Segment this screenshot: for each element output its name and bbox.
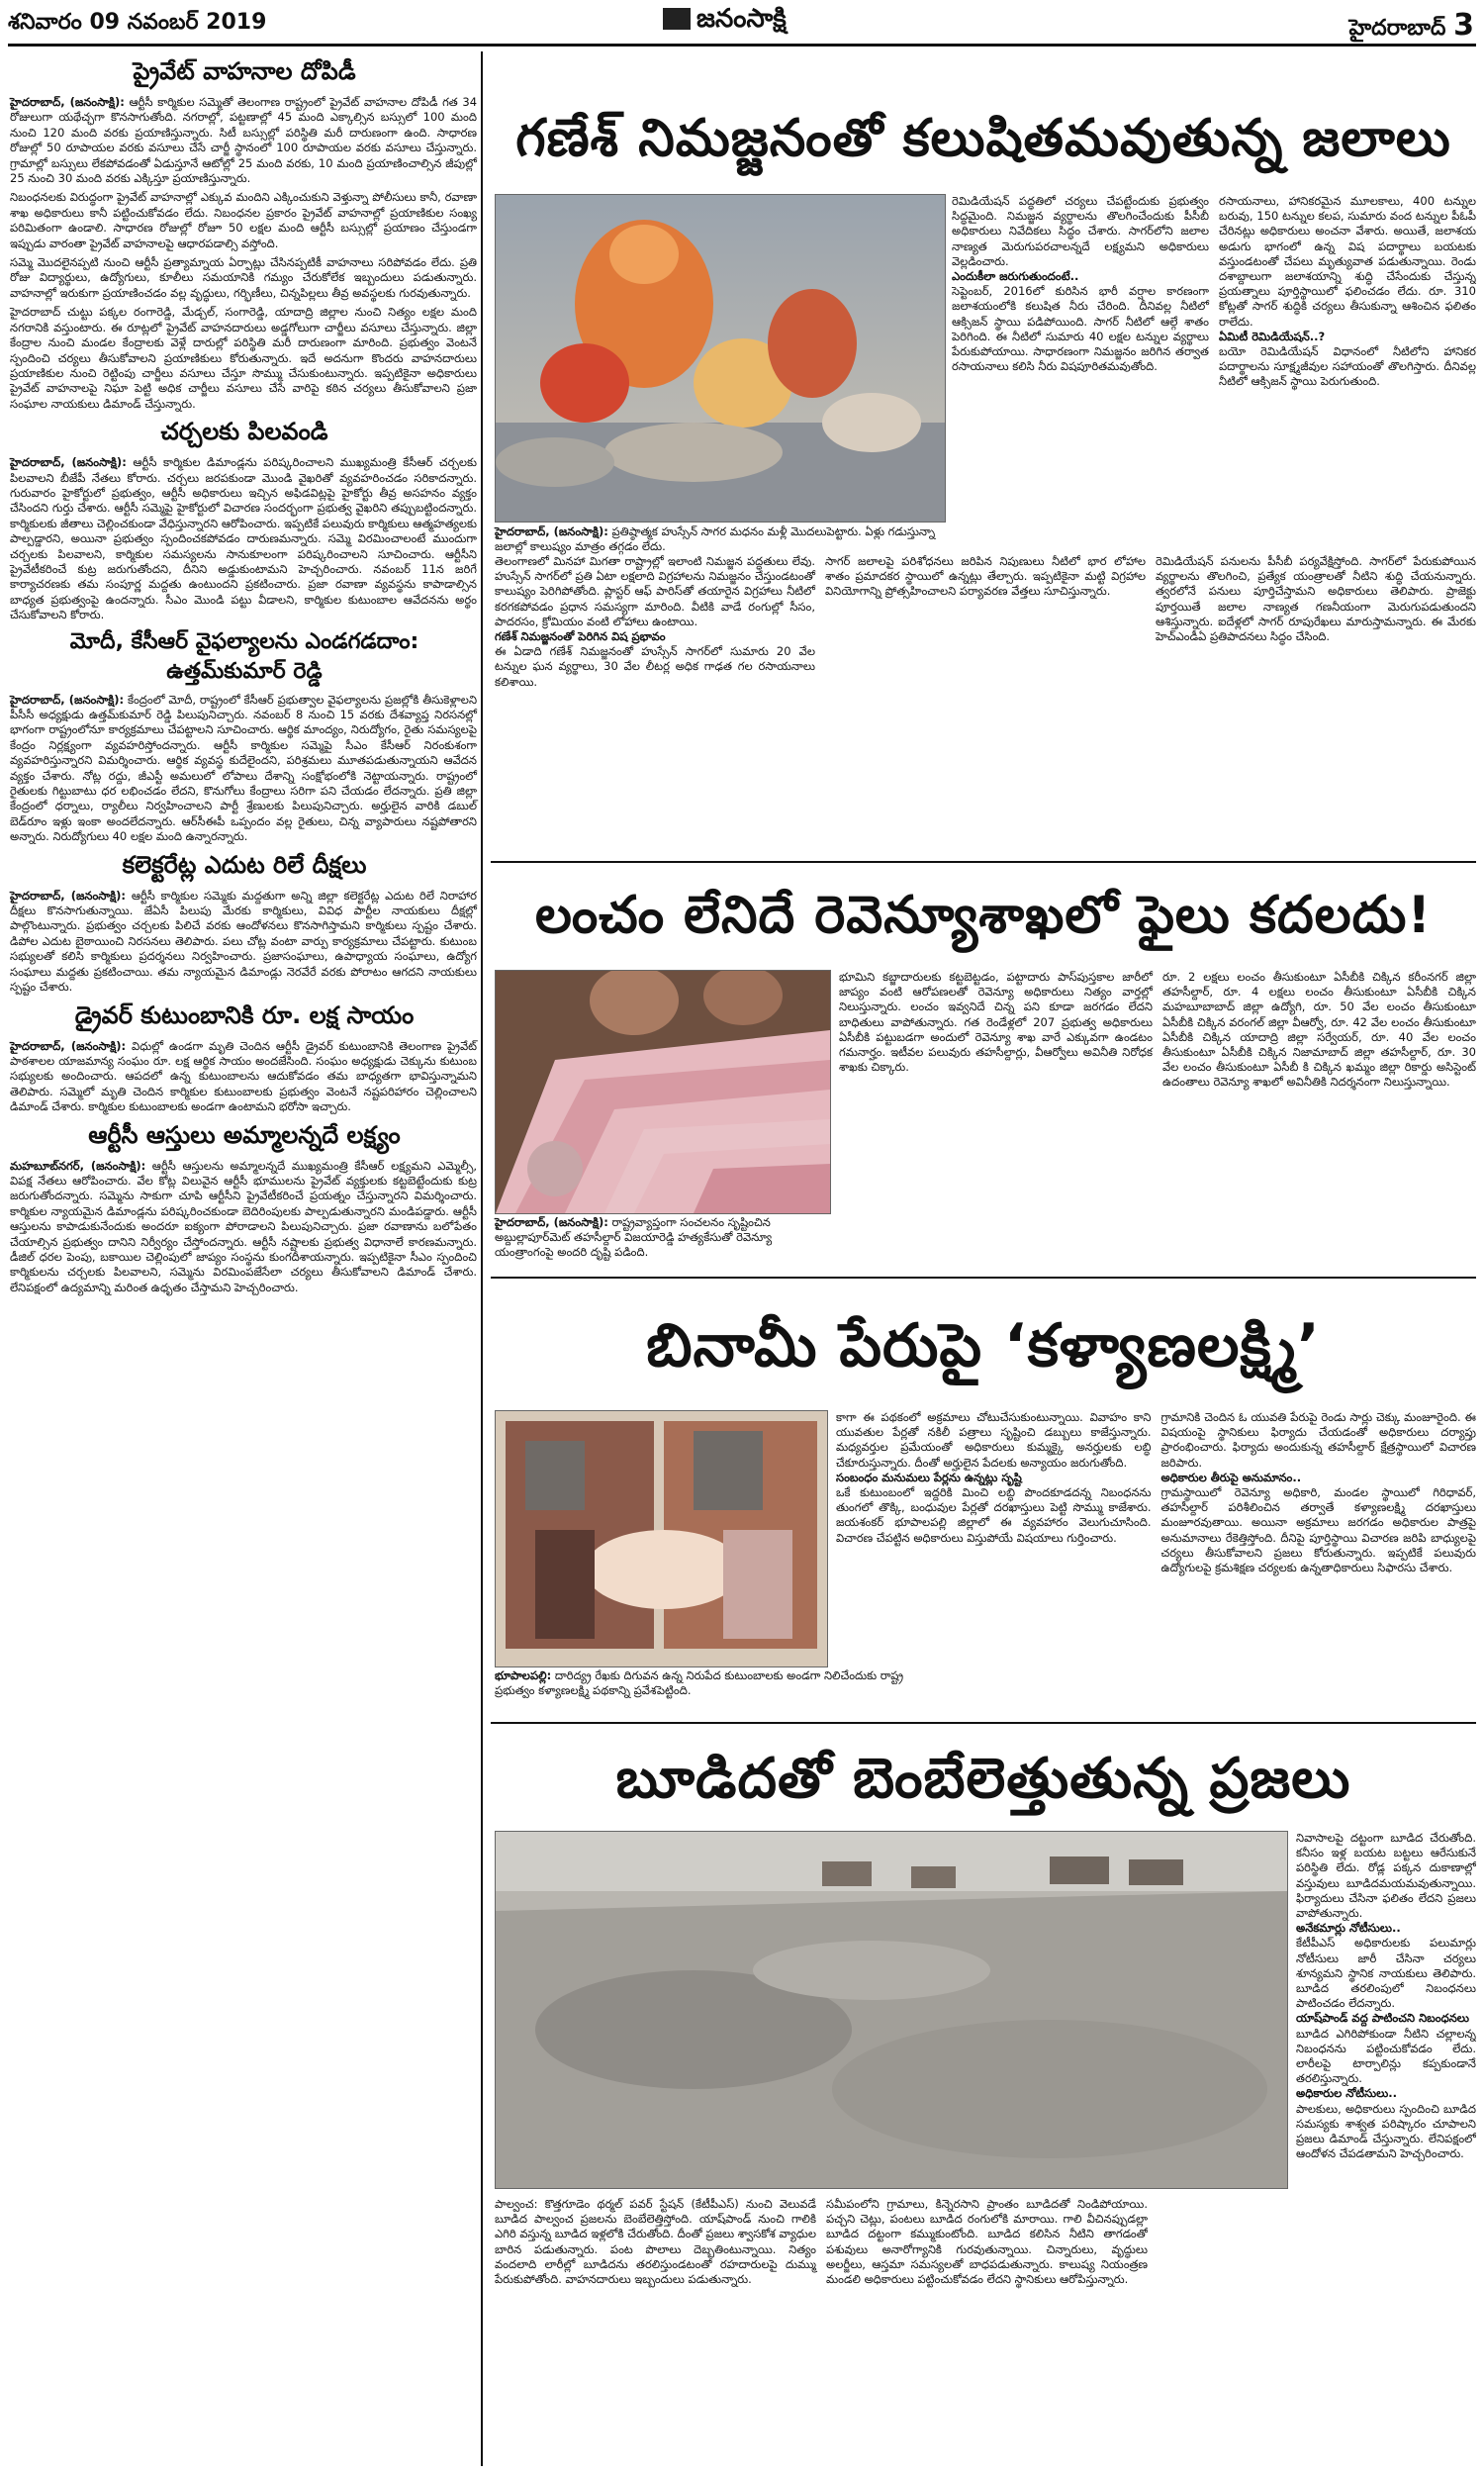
story-headline: డ్రైవర్ కుటుంబానికి రూ. లక్ష సాయం [74, 1000, 415, 1029]
story-body [8, 455, 481, 622]
currency-notes-photo [495, 970, 831, 1214]
text-column [1162, 970, 1476, 1267]
kalyana-columns [836, 1410, 1476, 1697]
text-column [952, 194, 1209, 530]
paragraph: పాల్వంచ: కొత్తగూడెం థర్మల్ పవర్ స్టేషన్ (కేటీపీఎస్) నుంచి వెలువడే బూడిద పాల్వంచ ప్రజలను బెంబేలెత్తిస్తోంది. యాష్‌పాండ్ నుంచి గాలికి ఎగిరి వస్తున్న బూడిద ఇళ్లలోకి చేరుతోంది. దీంతో ప్రజలు శ్వాసకోశ వ్యాధుల బారిన పడుతున్నారు. పంట పొలాలు దెబ్బతింటున్నాయి. నిత్యం వందలాది లారీల్లో బూడిదను తరలిస్తుండటంతో రహదారులపై దుమ్ము పేరుకుపోతోంది. వాహనదారులు ఇబ్బందులు పడుతున్నారు. [495, 2197, 816, 2287]
paragraph: ఆర్టీసీ కార్మికుల డిమాండ్లను పరిష్కరించాలని ముఖ్యమంత్రి కేసీఆర్ చర్చలకు పిలవాలని బీజేపీ నేతలు కోరారు. చర్చలు జరపకుండా మొండి వైఖరితో వ్యవహరించడం సరికాదన్నారు. గురువారం హైకోర్టులో ప్రభుత్వం, ఆర్టీసీ అధికారులు ఇచ్చిన అఫిడవిట్లపై హైకోర్టు తీవ్ర అసహనం వ్యక్తం చేసిందని గుర్తు చేశారు. ఆర్టీసీ సమ్మెపై హైకోర్టులో విచారణ సందర్భంగా ప్రభుత్వ వైఖరిని తప్పుబట్టిందన్నారు. కార్మికులకు జీతాలు చెల్లించకుండా వేధిస్తున్నారని ఆరోపించారు. ఇప్పటికే పలువురు కార్మికులు ఆత్మహత్యలకు పాల్పడ్డారని, అయినా ప్రభుత్వం స్పందించకపోవడం దారుణమన్నారు. సమ్మె విరమించాలంటే ముందుగా చర్చలకు పిలవాలని, కార్మికుల సమస్యలను సానుకూలంగా పరిష్కరించాలని సూచించారు. ఆర్టీసీని ప్రైవేటీకరించే కుట్ర జరుగుతోందని, దీనిని అడ్డుకుంటామని హెచ్చరించారు. నవంబర్ 11న జరిగే కార్యాచరణకు తమ సంపూర్ణ మద్దతు ఉంటుందని ప్రకటించారు. ప్రజా రవాణా వ్యవస్థను కాపాడాల్సిన బాధ్యత ప్రభుత్వంపై ఉందన్నారు. సీఎం మొండి పట్టు వీడాలని, కార్మికుల కుటుంబాల ఆవేదనను అర్థం చేసుకోవాలని కోరారు. [10, 455, 478, 622]
paragraph: రెమిడియేషన్ పనులను పీసీబీ పర్యవేక్షిస్తోంది. సాగర్‌లో పేరుకుపోయిన వ్యర్థాలను తొలగించి, ప్రత్యేక యంత్రాలతో నీటిని శుద్ధి చేయనున్నారు. త్వరలోనే పనులు పూర్తిచేస్తామని అధికారులు తెలిపారు. ప్రాజెక్టు పూర్తయితే జలాల నాణ్యత గణనీయంగా మెరుగుపడుతుందని ఆశిస్తున్నారు. ఐదేళ్లలో సాగర్ రూపురేఖలు మారుస్తామన్నారు. ఈ మేరకు హెచ్‌ఎండీఏ ప్రతిపాదనలు సిద్ధం చేసింది. [1156, 554, 1476, 644]
dust-headline: బూడిదతో బెంబేలెత్తుతున్న ప్రజలు [615, 1747, 1351, 1811]
dateline: భూపాలపల్లి: [495, 1668, 552, 1682]
text-column [1161, 1410, 1477, 1697]
left-news-column [8, 51, 483, 2466]
story-body [8, 95, 481, 412]
story-headline: ఆర్టీసీ ఆస్తులు అమ్మాలన్నదే లక్ష్యం [88, 1120, 401, 1149]
idol-image-icon [496, 195, 945, 522]
paragraph: రూ. 2 లక్షలు లంచం తీసుకుంటూ ఏసీబీకి చిక్కిన కరీంనగర్ జిల్లా తహసీల్దార్, రూ. 4 లక్షలు లంచం తీసుకుంటూ ఏసీబీకి చిక్కిన మహబూబాబాద్ జిల్లా ఉద్యోగి, రూ. 50 వేల లంచం తీసుకుంటూ ఏసీబీకి చిక్కిన వరంగల్ జిల్లా వీఆర్వో, రూ. 42 వేల లంచం తీసుకుంటూ ఏసీబీకి చిక్కిన యాదాద్రి జిల్లా సర్వేయర్, రూ. 40 వేల లంచం తీసుకుంటూ ఏసీబీకి చిక్కిన నిజామాబాద్ జిల్లా తహసీల్దార్, రూ. 30 వేల లంచం తీసుకుంటూ ఏసీబీ కి చిక్కిన ఖమ్మం జిల్లా రికార్డు అసిస్టెంట్ ఉదంతాలు రెవెన్యూ శాఖలో అవినీతికి నిదర్శనంగా నిలుస్తున్నాయి. [1162, 970, 1476, 1090]
masthead-logo [663, 4, 787, 40]
paragraph: పాలకులు, అధికారులు స్పందించి బూడిద సమస్యకు శాశ్వత పరిష్కారం చూపాలని ప్రజలు డిమాండ్ చేస్తున్నారు. లేనిపక్షంలో ఆందోళన చేపడతామని హెచ్చరించారు. [1296, 2101, 1476, 2161]
paragraph: బయో రెమిడియేషన్ విధానంలో నీటిలోని హానికర పదార్థాలను సూక్ష్మజీవుల సహాయంతో తొలగిస్తారు. దీనివల్ల నీటిలో ఆక్సిజన్ స్థాయి పెరుగుతుంది. [1219, 344, 1476, 389]
caption-text: ప్రతిష్ఠాత్మక హుస్సేన్ సాగర మధనం మళ్లీ మొదలుపెట్టారు. ఏళ్లు గడుస్తున్నా జలాల్లో కాలుష్యం మాత్రం తగ్గడం లేదు. [495, 524, 936, 553]
paragraph: రసాయనాలు, హానికరమైన మూలకాలు, 400 టన్నుల బరువు, 150 టన్నుల కలప, సుమారు వంద టన్నుల పీఓపీ చేరినట్లు అధికారులు అంచనా వేశారు. అయితే, జలాశయ అడుగు భాగంలో ఉన్న విష పదార్థాలు బయటకు వస్తుండటంతో చేపలు మృత్యువాత పడుతున్నాయి. రెండు దశాబ్దాలుగా జలాశయాన్ని శుద్ధి చేసేందుకు చేస్తున్న ప్రయత్నాలు పూర్తిస్థాయిలో ఫలించడం లేదు. రూ. 310 కోట్లతో సాగర్ శుద్ధికి చర్యలు తీసుకున్నా ఆశించిన ఫలితం రాలేదు. [1219, 194, 1476, 329]
paragraph: ఆర్టీసీ కార్మికుల సమ్మెకు మద్దతుగా అన్ని జిల్లా కలెక్టరేట్ల ఎదుట రిలే నిరాహార దీక్షలు కొనసాగుతున్నాయి. జేఏసీ పిలుపు మేరకు కార్మికులు, వివిధ పార్టీల నాయకులు దీక్షల్లో పాల్గొంటున్నారు. ప్రభుత్వం చర్చలకు పిలిచే వరకు ఆందోళనలు కొనసాగిస్తామని కార్మికులు స్పష్టం చేశారు. డిపోల ఎదుట బైఠాయించి నిరసనలు తెలిపారు. పలు చోట్ల వంటా వార్పు కార్యక్రమాలు చేపట్టారు. కుటుంబ సభ్యులతో కలిసి కార్మికులు ప్రదర్శనలు నిర్వహించారు. ప్రజాసంఘాలు, ఉపాధ్యాయ సంఘాలు, ఉద్యోగ సంఘాలు మద్దతు ప్రకటించాయి. తమ న్యాయమైన డిమాండ్లు నెరవేరే వరకు పోరాటం ఆగదని నాయకులు స్పష్టం చేశారు. [10, 888, 478, 995]
paragraph: నివాసాలపై దట్టంగా బూడిద చేరుతోంది. కనీసం ఇళ్ల బయట బట్టలు ఆరేసుకునే పరిస్థితి లేదు. రోడ్ల పక్కన దుకాణాల్లో వస్తువులు బూడిదమయమవుతున్నాయి. ఫిర్యాదులు చేసినా ఫలితం లేదని ప్రజలు వాపోతున్నారు. [1296, 1831, 1476, 1921]
text-column [495, 2197, 816, 2464]
dateline: హైదరాబాద్, (జనంసాక్షి): [495, 524, 608, 538]
dateline: హైదరాబాద్, (జనంసాక్షి): [10, 1038, 127, 1053]
text-column [1219, 194, 1476, 530]
paragraph: ఆర్టీసీ ఆస్తులను అమ్మాలన్నదే ముఖ్యమంత్రి కేసీఆర్ లక్ష్యమని ఎమ్మెల్సీ, విపక్ష నేతలు ఆరోపించారు. వేల కోట్ల విలువైన ఆర్టీసీ భూములను ప్రైవేట్ వ్యక్తులకు కట్టబెట్టేందుకు కుట్ర జరుగుతోందన్నారు. సమ్మెను సాకుగా చూపి ఆర్టీసీని ప్రైవేటీకరించే ప్రయత్నం చేస్తున్నారని విమర్శించారు. కార్మికుల న్యాయమైన డిమాండ్లను పరిష్కరించకుండా బెదిరింపులకు పాల్పడుతున్నారని మండిపడ్డారు. ఆర్టీసీ ఆస్తులను కాపాడుకునేందుకు అందరూ ఐక్యంగా పోరాడాలని పిలుపునిచ్చారు. ప్రజా రవాణాను బలోపేతం చేయాల్సిన ప్రభుత్వం దానిని నిర్వీర్యం చేస్తోందన్నారు. ఆర్టీసీ నష్టాలకు ప్రభుత్వ విధానాలే కారణమన్నారు. డీజిల్ ధరల పెంపు, బకాయిల చెల్లింపులో జాప్యం సంస్థను కుంగదీశాయన్నారు. ఇప్పటికైనా సీఎం స్పందించి కార్మికులను చర్చలకు పిలవాలని, సమ్మెను విరమింపజేసేలా చర్యలు తీసుకోవాలని డిమాండ్ చేశారు. లేనిపక్షంలో ఉద్యమాన్ని మరింత ఉధృతం చేస్తామని హెచ్చరించారు. [10, 1158, 478, 1294]
story-body [8, 1159, 481, 1296]
story-headline: కలెక్టరేట్ల ఎదుట రిలే దీక్షలు [122, 850, 367, 879]
page-number: 3 [1453, 8, 1474, 43]
logo-mark-icon [663, 8, 691, 30]
story-body [8, 693, 481, 845]
paragraph: సెప్టెంబర్, 2016లో కురిసిన భారీ వర్షాల కారణంగా జలాశయంలోకి కలుషిత నీరు చేరింది. దీనివల్ల నీటిలో ఆక్సిజన్ స్థాయి పడిపోయింది. సాగర్ నీటిలో ఆల్గే శాతం పెరిగింది. ఈ నీటిలో సుమారు 40 లక్షల టన్నుల వ్యర్థాలు పేరుకుపోయాయి. సాధారణంగా నిమజ్జనం జరిగిన తర్వాత రసాయనాలు కలిసి నీరు విషపూరితమవుతోంది. [952, 284, 1209, 374]
issue-date: శనివారం 09 నవంబర్ 2019 [8, 10, 267, 35]
paragraph: ఆర్టీసీ కార్మికుల సమ్మెతో తెలంగాణ రాష్ట్రంలో ప్రైవేట్ వాహనాల దోపిడీ గత 34 రోజులుగా యథేచ్ఛగా కొనసాగుతోంది. నగరాల్లో, పట్టణాల్లో 45 మంది ఎక్కాల్సిన బస్సులో 100 మంది నుంచి 120 మంది వరకు ప్రయాణిస్తున్నారు. సిటీ బస్సుల్లో పరిస్థితి మరీ దారుణంగా ఉంది. సాధారణ రోజుల్లో 50 రూపాయల వరకు వసూలు చేసే చార్జీ స్థానంలో 100 రూపాయల వరకు వసూలు చేస్తున్నారు. గ్రామాల్లో బస్సులు లేకపోవడంతో ఏడుస్తూనే ఆటోల్లో 25 మంది వరకు, 10 మంది ప్రయాణించాల్సిన జీపుల్లో 25 నుంచి 30 మంది వరకు ఎక్కిస్తూ ప్రయాణిస్తున్నారు. [10, 95, 478, 186]
paragraph: నిబంధనలకు విరుద్ధంగా ప్రైవేట్ వాహనాల్లో ఎక్కువ మందిని ఎక్కించుకుని వెళ్తున్నా పోలీసులు కానీ, రవాణా శాఖ అధికారులు కానీ పట్టించుకోవడం లేదు. నిబంధనల ప్రకారం ప్రైవేట్ వాహనాల్లో ప్రయాణికుల సంఖ్య పరిమితంగా ఉండాలి. సాధారణ రోజుల్లో రోజూ 50 లక్షల మంది ఆర్టీసీ బస్సుల్లో ప్రయాణం చేస్తుండగా ఇప్పుడు వారంతా ప్రైవేట్ వాహనాలపై ఆధారపడాల్సి వస్తోంది. [10, 190, 477, 250]
story-body [8, 1039, 481, 1115]
paragraph: కేటీపీఎస్ అధికారులకు పలుమార్లు నోటీసులు జారీ చేసినా చర్యలు శూన్యమని స్థానిక నాయకులు తెలిపారు. బూడిద తరలింపులో నిబంధనలు పాటించడం లేదన్నారు. [1296, 1936, 1476, 2011]
masthead-name: జనంసాక్షి [696, 4, 787, 34]
paragraph: గ్రామస్థాయిలో రెవెన్యూ అధికారి, మండల స్థాయిలో గిరిధావర్, తహసీల్దార్ పరిశీలించిన తర్వాతే కళ్యాణలక్ష్మి దరఖాస్తులు మంజూరవుతాయి. అయినా అక్రమాలు జరగడం అధికారుల పాత్రపై అనుమానాలు రేకెత్తిస్తోంది. దీనిపై పూర్తిస్థాయి విచారణ జరిపి బాధ్యులపై చర్యలు తీసుకోవాలని ప్రజలు కోరుతున్నారు. ఇప్పటికే పలువురు ఉద్యోగులపై క్రమశిక్షణ చర్యలకు ఉన్నతాధికారులు సిఫారసు చేశారు. [1160, 1485, 1476, 1575]
text-column [839, 970, 1153, 1267]
subheading: అనేకమార్లు నోటీసులు.. [1296, 1921, 1401, 1936]
text-column [836, 1410, 1152, 1697]
wedding-image-icon [496, 1411, 827, 1666]
dateline: మహబూబ్‌నగర్, (జనంసాక్షి): [10, 1158, 146, 1173]
subheading: అధికారుల నోటీసులు.. [1296, 2086, 1398, 2101]
dateline: హైదరాబాద్, (జనంసాక్షి): [10, 95, 125, 109]
subheading: ఏమిటీ రెమిడియేషన్..? [1219, 329, 1326, 343]
paragraph: భూమిని కబ్జాదారులకు కట్టబెట్టడం, పట్టాదారు పాస్‌పుస్తకాల జారీలో జాప్యం వంటి ఆరోపణలతో రెవెన్యూ అధికారులు నిత్యం వార్తల్లో నిలుస్తున్నారు. లంచం ఇవ్వనిదే చిన్న పని కూడా జరగడం లేదని బాధితులు వాపోతున్నారు. గత రెండేళ్లలో 207 ప్రభుత్వ అధికారులు ఏసీబీకి పట్టుబడగా అందులో రెవెన్యూ శాఖ వారే ఎక్కువగా ఉండటం గమనార్హం. ఇటీవల పలువురు తహసీల్దార్లు, వీఆర్వోలు అవినీతి నిరోధక శాఖకు చిక్కారు. [839, 970, 1153, 1075]
paragraph: సాగర్ జలాలపై పరిశోధనలు జరిపిన నిపుణులు నీటిలో భార లోహాల శాతం ప్రమాదకర స్థాయిలో ఉన్నట్లు తేల్చారు. ఇప్పటికైనా మట్టి విగ్రహాల వినియోగాన్ని ప్రోత్సహించాలని పర్యావరణ వేత్తలు సూచిస్తున్నారు. [825, 554, 1146, 599]
paragraph: సమీపంలోని గ్రామాలు, కిన్నెరసాని ప్రాంతం బూడిదతో నిండిపోయాయి. పచ్చని చెట్లు, పంటలు బూడిద రంగులోకి మారాయి. గాలి వీచినప్పుడల్లా బూడిద దట్టంగా కమ్ముకుంటోంది. బూడిద కలిసిన నీటిని తాగడంతో పశువులు అనారోగ్యానికి గురవుతున్నాయి. చిన్నారులు, వృద్ధులు అలర్జీలు, ఆస్తమా సమస్యలతో బాధపడుతున్నారు. కాలుష్య నియంత్రణ మండలి అధికారులు పట్టించుకోవడం లేదని స్థానికులు ఆరోపిస్తున్నారు. [826, 2197, 1148, 2287]
ganesh-lower-columns [495, 554, 1476, 851]
paragraph: కేంద్రంలో మోదీ, రాష్ట్రంలో కేసీఆర్ ప్రభుత్వాల వైఫల్యాలను ప్రజల్లోకి తీసుకెళ్లాలని పీసీసీ అధ్యక్షుడు ఉత్తమ్‌కుమార్ రెడ్డి పిలుపునిచ్చారు. నవంబర్ 8 నుంచి 15 వరకు దేశవ్యాప్త నిరసనల్లో భాగంగా రాష్ట్రంలోనూ కార్యక్రమాలు చేపట్టాలని సూచించారు. ఆర్థిక మాంద్యం, నిరుద్యోగం, రైతు సమస్యలపై కేంద్రం నిర్లక్ష్యంగా వ్యవహరిస్తోందన్నారు. ఆర్టీసీ కార్మికుల సమ్మెపై సీఎం కేసీఆర్ నిరంకుశంగా వ్యవహరిస్తున్నారని విమర్శించారు. ఆర్థిక వ్యవస్థ కుదేలైందని, పరిశ్రమలు మూతపడుతున్నాయని ఆవేదన వ్యక్తం చేశారు. నోట్ల రద్దు, జీఎస్టీ అమలులో లోపాలు దేశాన్ని సంక్షోభంలోకి నెట్టాయన్నారు. రాష్ట్రంలో రైతులకు గిట్టుబాటు ధర లభించడం లేదని, కొనుగోలు కేంద్రాలు సరిగా పని చేయడం లేదన్నారు. ప్రతి జిల్లా కేంద్రంలో ధర్నాలు, ర్యాలీలు నిర్వహించాలని పార్టీ శ్రేణులకు పిలుపునిచ్చారు. అర్హులైన వారికి డబుల్ బెడ్‌రూం ఇళ్లు ఇంకా అందలేదన్నారు. ఆర్‌సీఈపీ ఒప్పందం వల్ల రైతులు, చిన్న వ్యాపారులు నష్టపోతారని అన్నారు. నిరుద్యోగులు 40 లక్షల మంది ఉన్నారన్నారు. [10, 692, 478, 844]
header-divider [8, 44, 1476, 47]
paragraph: విధుల్లో ఉండగా మృతి చెందిన ఆర్టీసీ డ్రైవర్ కుటుంబానికి తెలంగాణ ప్రైవేట్ పాఠశాలల యాజమాన్య సంఘం రూ. లక్ష ఆర్థిక సాయం అందజేసింది. సంఘం అధ్యక్షుడు చెక్కును కుటుంబ సభ్యులకు అందించారు. ఆపదలో ఉన్న కుటుంబాలను ఆదుకోవడం తమ బాధ్యతగా భావిస్తున్నామని తెలిపారు. సమ్మెలో మృతి చెందిన కార్మికుల కుటుంబాలకు ప్రభుత్వం వెంటనే నష్టపరిహారం చెల్లించాలని డిమాండ్ చేశారు. కార్మికుల కుటుంబాలకు అండగా ఉంటామని భరోసా ఇచ్చారు. [10, 1038, 478, 1114]
text-column [825, 554, 1146, 851]
story-body [8, 889, 481, 996]
subheading: ఎందుకీలా జరుగుతుందంటే.. [952, 269, 1079, 284]
ganesh-caption [495, 524, 944, 554]
dust-side-column [1296, 1831, 1476, 2464]
caption-text: దారిద్య్ర రేఖకు దిగువన ఉన్న నిరుపేద కుటుంబాలకు అండగా నిలిచేందుకు రాష్ట్ర ప్రభుత్వం కళ్యాణలక్ష్మి పథకాన్ని ప్రవేశపెట్టింది. [495, 1668, 904, 1697]
wedding-photo [495, 1410, 828, 1667]
dateline: హైదరాబాద్, (జనంసాక్షి): [495, 1215, 608, 1229]
subheading: గణేశ్ నిమజ్జనంతో పెరిగిన విష ప్రభావం [495, 629, 666, 644]
dateline: హైదరాబాద్, (జనంసాక్షి): [10, 692, 125, 707]
paragraph: తెలంగాణలో మినహా మిగతా రాష్ట్రాల్లో ఇలాంటి నిమజ్జన పద్ధతులు లేవు. హుస్సేన్ సాగర్‌లో ప్రతి ఏటా లక్షలాది విగ్రహాలను నిమజ్జనం చేస్తుండటంతో కాలుష్యం పెరిగిపోతోంది. ప్లాస్టర్ ఆఫ్ పారిస్‌తో తయారైన విగ్రహాలు నీటిలో కరగకపోవడం ప్రధాన సమస్యగా మారింది. వీటికి వాడే రంగుల్లో సీసం, పాదరసం, క్రోమియం వంటి లోహాలు ఉంటాయి. [495, 554, 815, 628]
section-divider [491, 861, 1476, 863]
bribe-caption [495, 1215, 829, 1260]
story-headline: ప్రైవేట్ వాహనాల దోపిడీ [133, 57, 356, 85]
paragraph: కాగా ఈ పథకంలో అక్రమాలు చోటుచేసుకుంటున్నాయి. వివాహం కాని యువతుల పేర్లతో నకిలీ పత్రాలు సృష్టించి డబ్బులు కాజేస్తున్నారు. మధ్యవర్తుల ప్రమేయంతో అధికారులు కుమ్మక్కై అనర్హులకు లబ్ధి చేకూరుస్తున్నారు. దీంతో అర్హులైన పేదలకు అన్యాయం జరుగుతోంది. [836, 1410, 1152, 1470]
section-divider [491, 1277, 1476, 1279]
story-headline: మోదీ, కేసీఆర్ వైఫల్యాలను ఎండగడదాం: [69, 628, 419, 654]
fly-ash-landscape-photo [495, 1831, 1288, 2189]
subheading: సంబంధం మనుమలు పేర్లను ఉన్నట్లు సృష్టి [836, 1470, 1022, 1484]
ash-field-image-icon [496, 1832, 1287, 2188]
text-column [826, 2197, 1148, 2464]
text-column [1156, 554, 1476, 851]
page-label [1348, 8, 1474, 46]
paragraph: ఒకే కుటుంబంలో ఇద్దరికి మించి లబ్ధి పొందకూడదన్న నిబంధనను తుంగలో తొక్కి, బంధువుల పేర్లతో దరఖాస్తులు పెట్టి సొమ్ము కాజేశారు. జయశంకర్ భూపాలపల్లి జిల్లాలో ఈ వ్యవహారం వెలుగుచూసింది. విచారణ చేపట్టిన అధికారులు విస్తుపోయే విషయాలు గుర్తించారు. [836, 1485, 1152, 1545]
paragraph: బూడిద ఎగిరిపోకుండా నీటిని చల్లాలన్న నిబంధనను పట్టించుకోవడం లేదు. లారీలపై టార్పాలిన్లు కప్పకుండానే తరలిస్తున్నారు. [1296, 2026, 1476, 2086]
dateline: హైదరాబాద్, (జనంసాక్షి): [10, 888, 127, 903]
subheading: అధికారుల తీరుపై అనుమానం.. [1160, 1470, 1302, 1484]
bribe-columns [839, 970, 1476, 1267]
currency-image-icon [496, 971, 830, 1213]
bribe-headline: లంచం లేనిదే రెవెన్యూశాఖలో ఫైలు కదలదు! [534, 886, 1433, 945]
ganesh-headline: గణేశ్ నిమజ్జనంతో కలుషితమవుతున్న జలాలు [515, 109, 1451, 168]
ganesh-upper-columns [952, 194, 1476, 530]
paragraph: హైదరాబాద్ చుట్టు పక్కల రంగారెడ్డి, మేడ్చల్, సంగారెడ్డి, యాదాద్రి జిల్లాల నుంచి నిత్యం లక్షల మంది నగరానికి వస్తుంటారు. ఈ రూట్లలో ప్రైవేట్ వాహనదారులు అడ్డగోలుగా చార్జీలు వసూలు చేస్తున్నారు. జిల్లా కేంద్రాల నుంచి మండల కేంద్రాలకు వెళ్లే దారుల్లో పరిస్థితి మరీ దారుణంగా మారింది. ప్రభుత్వం వెంటనే స్పందించి చర్యలు తీసుకోవాలని ప్రయాణికులు కోరుతున్నారు. ఇదే అదనుగా కొందరు వాహనదారులు ప్రయాణికుల నుంచి రెట్టింపు చార్జీలు వసూలు చేస్తూ సొమ్ము చేసుకుంటున్నారు. ఇప్పటికైనా అధికారులు ప్రైవేట్ వాహనాలపై నిఘా పెట్టి అధిక చార్జీలు వసూలు చేసే వారిపై కఠిన చర్యలు తీసుకోవాలని ప్రజా సంఘాల నాయకులు డిమాండ్ చేస్తున్నారు. [10, 305, 477, 411]
caption-text: రాష్ట్రవ్యాప్తంగా సంచలనం సృష్టించిన అబ్దుల్లాపూర్‌మెట్ తహసీల్దార్ విజయారెడ్డి హత్యకేసుతో రెవెన్యూ యంత్రాంగంపై అందరి దృష్టి పడింది. [495, 1215, 773, 1259]
dust-lower-columns [495, 2197, 1148, 2464]
text-column [495, 554, 815, 851]
paragraph: సమ్మె మొదలైనప్పటి నుంచి ఆర్టీసీ ప్రత్యామ్నాయ ఏర్పాట్లు చేసినప్పటికీ వాహనాలు సరిపోవడం లేదు. ప్రతి రోజు విద్యార్థులు, ఉద్యోగులు, కూలీలు సమయానికి గమ్యం చేరుకోలేక ఇబ్బందులు పడుతున్నారు. వాహనాల్లో ఇరుకుగా ప్రయాణించడం వల్ల వృద్ధులు, గర్భిణీలు, చిన్నపిల్లలు తీవ్ర అవస్థలకు గురవుతున్నారు. [10, 255, 477, 300]
city-label: హైదరాబాద్ [1348, 16, 1446, 41]
kalyana-headline: బినామీ పేరుపై ‘కళ్యాణలక్ష్మి’ [646, 1311, 1321, 1380]
dateline: హైదరాబాద్, (జనంసాక్షి): [10, 455, 127, 470]
section-divider [491, 1722, 1476, 1724]
subheading: యాష్‌పాండ్ వద్ద పాటించని నిబంధనలు [1296, 2011, 1469, 2026]
ganesh-idols-photo [495, 194, 946, 523]
text-column [1296, 1831, 1476, 2464]
story-headline: చర్చలకు పిలవండి [160, 418, 328, 446]
story-byline: ఉత్తమ్‌కుమార్ రెడ్డి [166, 658, 323, 684]
paragraph: రెమిడియేషన్ పద్ధతిలో చర్యలు చేపట్టేందుకు ప్రభుత్వం సిద్ధమైంది. నిమజ్జన వ్యర్థాలను తొలగించేందుకు పీసీబీ అధికారులు నివేదికలు సిద్ధం చేశారు. సాగర్‌లోని జలాల నాణ్యత మెరుగుపరచాలన్నదే లక్ష్యమని అధికారులు వెల్లడించారు. [952, 194, 1209, 268]
paragraph: గ్రామానికి చెందిన ఓ యువతి పేరుపై రెండు సార్లు చెక్కు మంజూరైంది. ఈ విషయంపై స్థానికులు ఫిర్యాదు చేయడంతో అధికారులు దర్యాప్తు ప్రారంభించారు. ఫిర్యాదు అందుకున్న తహసీల్దార్ క్షేత్రస్థాయిలో విచారణ జరిపారు. [1160, 1410, 1476, 1470]
paragraph: ఈ ఏడాది గణేశ్ నిమజ్జనంతో హుస్సేన్ సాగర్‌లో సుమారు 20 వేల టన్నుల ఘన వ్యర్థాలు, 30 వేల లీటర్ల అధిక గాఢత గల రసాయనాలు కలిశాయి. [495, 644, 815, 689]
